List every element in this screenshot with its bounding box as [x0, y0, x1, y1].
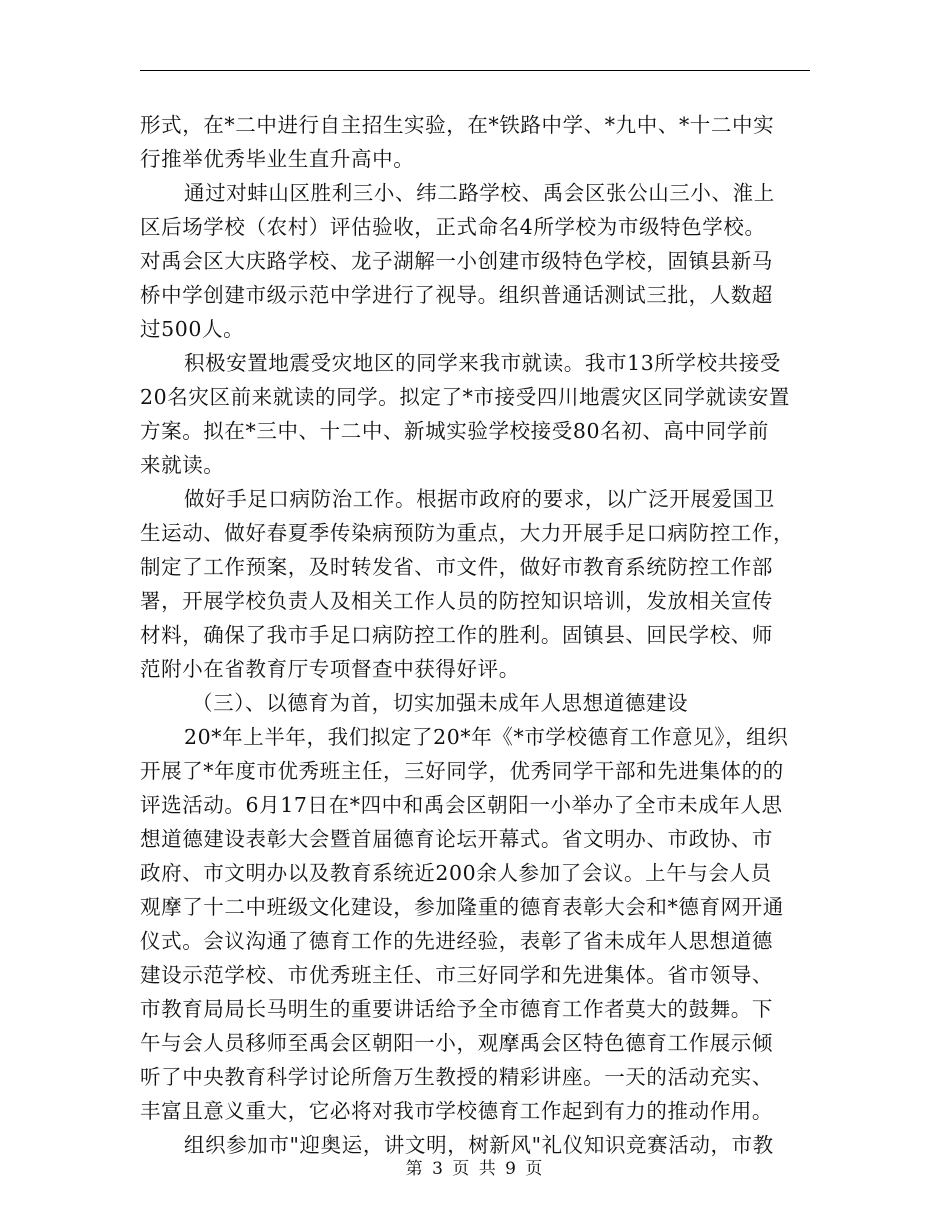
document-body — [140, 108, 812, 1162]
text-line: 组织参加市"迎奥运，讲文明，树新风"礼仪知识竞赛活动，市教 — [184, 1133, 774, 1157]
text-line: 积极安置地震受灾地区的同学来我市就读。我市13所学校共接受 — [184, 351, 781, 375]
text-line: 来就读。 — [140, 453, 225, 477]
text-line: 桥中学创建市级示范中学进行了视导。组织普通话测试三批，人数超 — [140, 283, 773, 307]
text-line: 开展了*年度市优秀班主任，三好同学，优秀同学干部和先进集体的的 — [140, 759, 784, 783]
header-rule — [140, 70, 810, 71]
text-line: 署，开展学校负责人及相关工作人员的防控知识培训，发放相关宣传 — [140, 589, 773, 613]
text-line: 午与会人员移师至禹会区朝阳一小，观摩禹会区特色德育工作展示倾 — [140, 1031, 773, 1055]
text-line: 做好手足口病防治工作。根据市政府的要求，以广泛开展爱国卫 — [184, 487, 775, 511]
section-heading: （三）、以德育为首，切实加强未成年人思想道德建设 — [192, 691, 689, 715]
text-line: 制定了工作预案，及时转发省、市文件，做好市教育系统防控工作部 — [140, 555, 773, 579]
text-line: 材料，确保了我市手足口病防控工作的胜利。固镇县、回民学校、师 — [140, 623, 773, 647]
text-line: 对禹会区大庆路学校、龙子湖解一小创建市级特色学校，固镇县新马 — [140, 249, 773, 273]
text-line: 仪式。会议沟通了德育工作的先进经验，表彰了省未成年人思想道德 — [140, 929, 773, 953]
text-line: 20名灾区前来就读的同学。拟定了*市接受四川地震灾区同学就读安置 — [140, 385, 791, 409]
text-line: 建设示范学校、市优秀班主任、市三好同学和先进集体。省市领导、 — [140, 963, 773, 987]
text-line: 政府、市文明办以及教育系统近200余人参加了会议。上午与会人员 — [140, 861, 772, 885]
text-line: 听了中央教育科学讨论所詹万生教授的精彩讲座。一天的活动充实、 — [140, 1065, 773, 1089]
text-line: 20*年上半年，我们拟定了20*年《*市学校德育工作意见》，组织 — [184, 725, 789, 749]
text-line: 形式，在*二中进行自主招生实验，在*铁路中学、*九中、*十二中实 — [140, 113, 775, 137]
text-line: 方案。拟在*三中、十二中、新城实验学校接受80名初、高中同学前 — [140, 419, 769, 443]
text-line: 观摩了十二中班级文化建设，参加隆重的德育表彰大会和*德育网开通 — [140, 895, 784, 919]
text-line: 行推举优秀毕业生直升高中。 — [140, 147, 415, 171]
text-line: 生运动、做好春夏季传染病预防为重点，大力开展手足口病防控工作， — [140, 521, 795, 545]
text-line: 过500人。 — [140, 317, 245, 341]
text-line: 范附小在省教育厅专项督查中获得好评。 — [140, 657, 520, 681]
text-line: 区后场学校（农村）评估验收，正式命名4所学校为市级特色学校。 — [140, 215, 766, 239]
text-line: 评选活动。6月17日在*四中和禹会区朝阳一小举办了全市未成年人思 — [140, 793, 783, 817]
page-number-footer: 第 3 页 共 9 页 — [405, 1159, 545, 1179]
text-line: 想道德建设表彰大会暨首届德育论坛开幕式。省文明办、市政协、市 — [140, 827, 773, 851]
text-line: 丰富且意义重大，它必将对我市学校德育工作起到有力的推动作用。 — [140, 1099, 773, 1123]
text-line: 通过对蚌山区胜利三小、纬二路学校、禹会区张公山三小、淮上 — [184, 181, 775, 205]
text-line: 市教育局局长马明生的重要讲话给予全市德育工作者莫大的鼓舞。下 — [140, 997, 773, 1021]
